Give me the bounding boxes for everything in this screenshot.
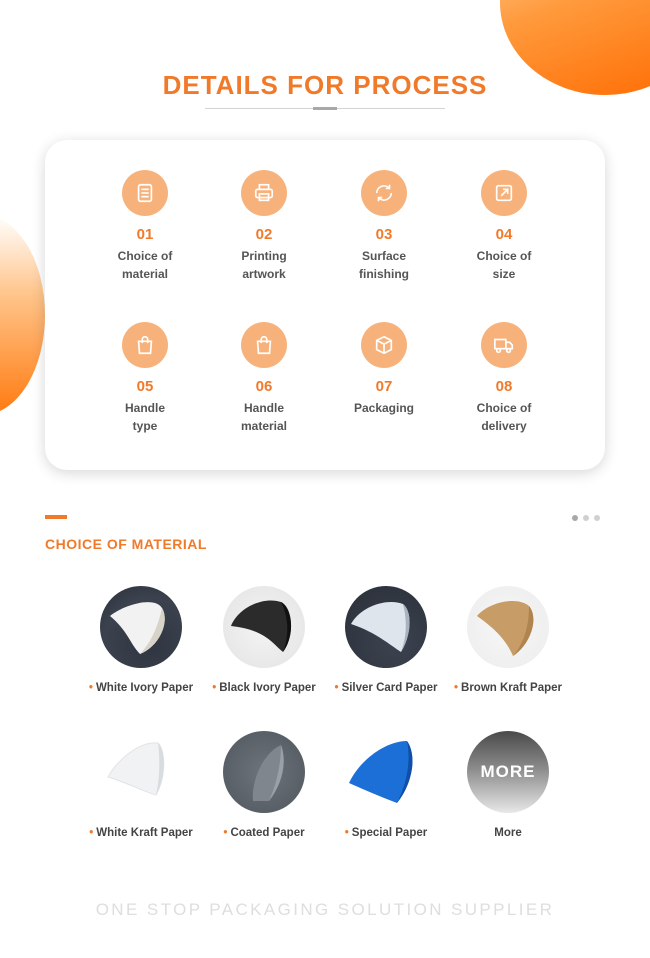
process-step-3 — [324, 170, 444, 283]
material-item[interactable] — [76, 731, 206, 841]
process-step-2 — [204, 170, 324, 283]
box-icon — [361, 322, 407, 368]
step-label: Choice of delivery — [476, 401, 532, 433]
step-label: Surface finishing — [359, 249, 409, 281]
step-label: Printing artwork — [241, 249, 287, 281]
more-circle-text: MORE — [480, 762, 536, 781]
material-label: • Black Ivory Paper — [212, 682, 316, 694]
material-label: • White Ivory Paper — [88, 682, 194, 694]
step-number: 08 — [495, 378, 513, 395]
material-item[interactable] — [76, 586, 206, 696]
step-number: 01 — [136, 226, 154, 243]
refresh-icon — [361, 170, 407, 216]
material-swatch-image — [100, 586, 182, 668]
material-item[interactable] — [443, 586, 573, 696]
step-label: Choice of material — [117, 249, 173, 281]
truck-icon — [481, 322, 527, 368]
process-card — [45, 140, 605, 470]
carousel-dots[interactable] — [572, 515, 600, 521]
process-step-6 — [204, 322, 324, 435]
process-step-5 — [85, 322, 205, 435]
step-number: 04 — [495, 226, 513, 243]
step-number: 03 — [375, 226, 393, 243]
carousel-dot[interactable] — [583, 515, 589, 521]
resize-icon — [481, 170, 527, 216]
process-step-1 — [85, 170, 205, 283]
material-swatch-image — [100, 731, 182, 813]
material-item[interactable] — [321, 731, 451, 841]
material-label: • Special Paper — [344, 827, 428, 839]
process-step-8 — [444, 322, 564, 435]
footer-tagline: ONE STOP PACKAGING SOLUTION SUPPLIER — [95, 900, 555, 919]
material-label: • Silver Card Paper — [334, 682, 438, 694]
material-swatch-image — [223, 586, 305, 668]
material-label: • Coated Paper — [223, 827, 305, 839]
step-label: Handle material — [240, 401, 288, 433]
step-number: 02 — [255, 226, 273, 243]
material-swatch-image — [345, 731, 427, 813]
section-title: CHOICE OF MATERIAL — [45, 536, 207, 552]
more-circle[interactable] — [467, 731, 549, 813]
material-label: • White Kraft Paper — [89, 827, 193, 839]
step-label: Choice of size — [476, 249, 532, 281]
printer-icon — [241, 170, 287, 216]
step-label: Handle type — [124, 401, 165, 433]
material-item[interactable] — [321, 586, 451, 696]
more-materials-button[interactable] — [443, 731, 573, 841]
document-icon — [122, 170, 168, 216]
carousel-dot[interactable] — [572, 515, 578, 521]
step-number: 05 — [136, 378, 154, 395]
title-divider-mark — [313, 107, 337, 110]
carousel-dot[interactable] — [594, 515, 600, 521]
step-number: 07 — [375, 378, 393, 395]
material-item[interactable] — [199, 586, 329, 696]
material-swatch-image — [467, 586, 549, 668]
page-title: DETAILS FOR PROCESS — [162, 70, 488, 100]
material-item[interactable] — [199, 731, 329, 841]
step-number: 06 — [255, 378, 273, 395]
section-accent-bar — [45, 515, 67, 519]
material-swatch-image — [345, 586, 427, 668]
bag-icon — [241, 322, 287, 368]
decorative-orange-half-circle — [0, 215, 45, 415]
process-step-4 — [444, 170, 564, 283]
material-label: More — [494, 827, 522, 839]
step-label: Packaging — [353, 401, 415, 415]
bag-icon — [122, 322, 168, 368]
process-step-7 — [324, 322, 444, 417]
material-label: • Brown Kraft Paper — [454, 682, 562, 694]
material-swatch-image — [223, 731, 305, 813]
